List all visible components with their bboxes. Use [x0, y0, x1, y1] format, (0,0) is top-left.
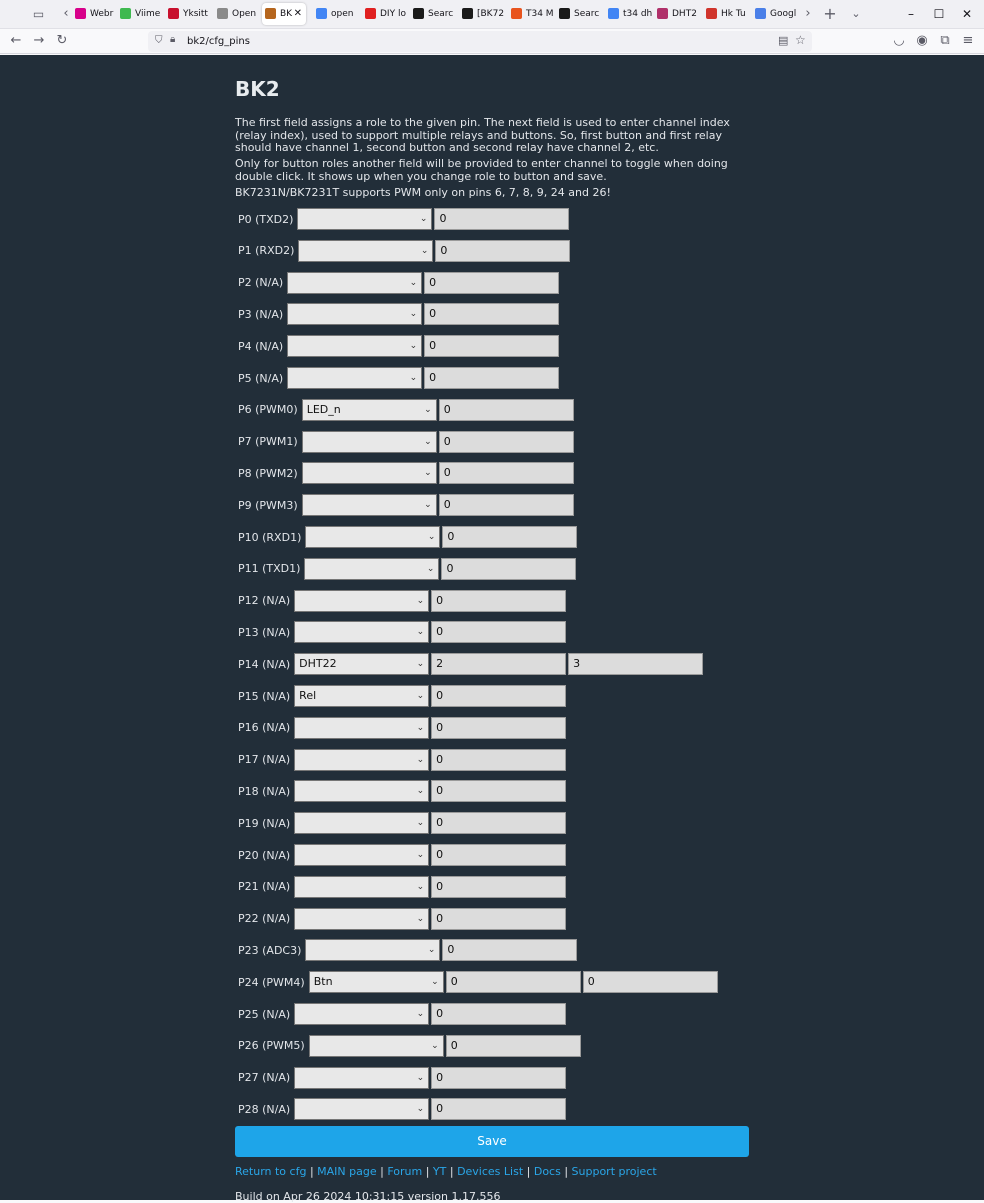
browser-tab[interactable]	[117, 3, 159, 25]
tab-label: Googl	[770, 9, 797, 19]
pin-row	[235, 303, 559, 325]
browser-tab[interactable]	[508, 3, 554, 25]
pin-channel-input[interactable]: 0	[431, 1098, 566, 1120]
pin-row	[235, 621, 566, 643]
minimize-icon[interactable]: –	[908, 7, 914, 21]
chevron-down-icon: ⌄	[416, 691, 425, 701]
chevron-down-icon: ⌄	[416, 722, 425, 733]
pin-row	[235, 590, 566, 612]
browser-tab[interactable]	[313, 3, 355, 25]
tab-label: DIY lo	[380, 9, 406, 19]
pin-channel-input[interactable]: 0	[431, 685, 566, 707]
account-icon[interactable]: ◉	[916, 33, 928, 48]
pin-row	[235, 240, 570, 262]
chevron-down-icon: ⌄	[424, 500, 432, 511]
pin-channel-input[interactable]: 2	[431, 653, 566, 675]
pin-label: P23 (ADC3)	[238, 943, 302, 957]
chevron-down-icon: ⌄	[426, 563, 435, 574]
pin-channel-input[interactable]: 0	[439, 494, 574, 516]
tab-label: t34 dh	[623, 9, 653, 19]
url-text[interactable]: bk2/cfg_pins	[187, 36, 250, 47]
tab-favicon-icon	[755, 8, 766, 19]
tab-overview-icon[interactable]: ▭	[32, 7, 45, 21]
pin-label: P20 (N/A)	[238, 848, 291, 862]
pin-role-select[interactable]	[304, 558, 439, 580]
extensions-icon[interactable]: ⧉	[940, 33, 950, 48]
tab-label: Open	[232, 9, 257, 19]
page-title: BK2	[235, 77, 280, 101]
pin-role-select[interactable]	[302, 462, 437, 484]
pin-channel-input[interactable]: 0	[434, 208, 569, 230]
pin-role-select[interactable]	[294, 621, 429, 643]
pin-row	[235, 1035, 581, 1057]
tab-label: Searc	[428, 9, 454, 19]
pin-label: P19 (N/A)	[238, 816, 291, 830]
new-tab-icon[interactable]: +	[823, 4, 837, 23]
pin-label: P28 (N/A)	[238, 1102, 291, 1116]
pin-channel-input[interactable]: 0	[441, 558, 576, 580]
bookmark-star-icon[interactable]: ☆	[795, 33, 806, 47]
browser-tab[interactable]	[703, 3, 745, 25]
browser-tab[interactable]	[72, 3, 114, 25]
pin-label: P12 (N/A)	[238, 594, 291, 608]
chevron-left-icon[interactable]: ‹	[63, 6, 69, 21]
pin-row	[235, 462, 574, 484]
chevron-down-icon: ⌄	[416, 1072, 425, 1083]
pin-row	[235, 558, 576, 580]
forward-icon[interactable]: →	[33, 33, 45, 48]
pin-row	[235, 1003, 566, 1025]
pin-role-select[interactable]	[305, 939, 440, 961]
pin-label: P14 (N/A)	[238, 657, 291, 671]
chevron-down-icon: ⌄	[416, 850, 425, 860]
pin-role-select[interactable]	[294, 1098, 429, 1120]
reload-icon[interactable]: ↻	[56, 33, 68, 48]
pin-channel-input[interactable]: 0	[424, 272, 559, 294]
pin-channel-input[interactable]: 0	[431, 780, 566, 802]
link-return-to-cfg[interactable]: Return to cfg	[235, 1165, 307, 1178]
pin-row	[235, 526, 577, 548]
tab-favicon-icon	[706, 8, 717, 19]
chevron-down-icon: ⌄	[424, 468, 432, 479]
chevron-right-icon[interactable]: ›	[805, 6, 811, 21]
pin-label: P25 (N/A)	[238, 1007, 291, 1021]
pin-channel-input[interactable]: 0	[431, 717, 566, 739]
pin-role-select[interactable]	[294, 717, 429, 739]
pocket-icon[interactable]: ◡	[893, 33, 905, 48]
pin-row	[235, 717, 566, 739]
pin-channel-input[interactable]: 0	[442, 939, 577, 961]
pin-label: P4 (N/A)	[238, 339, 284, 353]
browser-tab[interactable]	[214, 3, 256, 25]
chevron-down-icon: ⌄	[416, 1009, 425, 1019]
pin-label: P22 (N/A)	[238, 912, 291, 926]
pin-channel-input[interactable]: 0	[439, 431, 574, 453]
pin-role-select[interactable]	[305, 526, 440, 548]
chevron-down-icon: ⌄	[431, 1040, 439, 1051]
menu-icon[interactable]: ≡	[962, 33, 974, 48]
pin-label: P3 (N/A)	[238, 307, 284, 321]
pin-role-select[interactable]	[294, 590, 429, 612]
chevron-down-icon: ⌄	[424, 436, 432, 447]
pin-label: P15 (N/A)	[238, 689, 291, 703]
pin-channel-input[interactable]: 0	[431, 1067, 566, 1089]
pin-channel-input[interactable]: 0	[424, 335, 559, 357]
browser-tab[interactable]	[262, 3, 306, 25]
tab-label: DHT2	[672, 9, 697, 19]
chevron-down-icon: ⌄	[409, 277, 418, 288]
pin-row	[235, 399, 574, 421]
pin-role-select[interactable]	[302, 494, 437, 516]
pin-label: P2 (N/A)	[238, 276, 284, 290]
pin-role-select[interactable]	[309, 1035, 444, 1057]
tab-favicon-icon	[462, 8, 473, 19]
tab-label: open	[331, 9, 354, 19]
tab-label: Yksitt	[183, 9, 208, 19]
pin-label: P5 (N/A)	[238, 371, 284, 385]
chevron-down-icon: ⌄	[416, 1104, 425, 1115]
pin-role-select[interactable]	[309, 971, 444, 993]
tab-favicon-icon	[168, 8, 179, 19]
pin-role-select[interactable]	[294, 876, 429, 898]
reader-view-icon[interactable]: ▤	[778, 34, 789, 47]
pin-channel-input[interactable]: 0	[446, 1035, 581, 1057]
pin-label: P11 (TXD1)	[238, 562, 301, 576]
pin-role-select[interactable]	[297, 208, 432, 230]
browser-tab[interactable]	[459, 3, 505, 25]
pin-channel-input[interactable]: 0	[431, 1003, 566, 1025]
chevron-down-icon: ⌄	[424, 404, 432, 415]
chevron-down-icon: ⌄	[427, 945, 436, 956]
pin-row	[235, 685, 566, 707]
tab-favicon-icon	[511, 8, 522, 19]
pin-label: P21 (N/A)	[238, 880, 291, 894]
tab-label: T34 M	[526, 9, 554, 19]
pin-label: P1 (RXD2)	[238, 244, 295, 258]
pin-row	[235, 653, 703, 675]
pin-channel-input[interactable]: 0	[431, 621, 566, 643]
pin-row	[235, 876, 566, 898]
browser-tab[interactable]	[165, 3, 207, 25]
pin-channel-input[interactable]: 0	[424, 303, 559, 325]
pin-channel2-input[interactable]: 0	[583, 971, 718, 993]
pin-label: P17 (N/A)	[238, 753, 291, 767]
url-bar[interactable]	[148, 31, 812, 52]
intro-paragraph: The first field assigns a role to the given pin. The next field is used to enter channel index (relay index), used to support multiple relays and buttons. So, first button and first relay should have channel 1, second button and second relay have channel 2, etc.	[235, 116, 730, 154]
pin-role-value: Btn	[313, 975, 333, 989]
tab-favicon-icon	[413, 8, 424, 19]
tab-close-icon[interactable]: ✕	[293, 8, 302, 19]
link-forum[interactable]: Forum	[387, 1165, 423, 1178]
pin-row	[235, 812, 566, 834]
browser-tab[interactable]	[605, 3, 653, 25]
tab-favicon-icon	[316, 8, 327, 19]
pin-label: P7 (PWM1)	[238, 435, 298, 449]
close-window-icon[interactable]: ✕	[961, 7, 973, 21]
pin-channel-input[interactable]: 0	[431, 844, 566, 866]
pin-channel-input[interactable]: 0	[435, 240, 570, 262]
pin-role-select[interactable]	[302, 431, 437, 453]
tab-label: [BK72	[477, 9, 505, 19]
pin-row	[235, 208, 569, 230]
pin-label: P10 (RXD1)	[238, 530, 302, 544]
pin-role-select[interactable]	[294, 780, 429, 802]
pin-channel-input[interactable]: 0	[431, 749, 566, 771]
chevron-down-icon: ⌄	[416, 627, 425, 638]
chevron-down-icon: ⌄	[416, 818, 425, 829]
shield-icon[interactable]: ⛉	[155, 35, 163, 46]
pin-row	[235, 749, 566, 771]
double-click-note: Only for button roles another field will be provided to enter channel to toggle when doing double click. It shows up when you change role to button and save.	[235, 157, 728, 183]
pin-label: P0 (TXD2)	[238, 212, 294, 226]
pin-row	[235, 367, 559, 389]
chevron-down-icon: ⌄	[416, 595, 425, 606]
chevron-down-icon: ⌄	[416, 754, 425, 765]
pin-role-select[interactable]	[294, 908, 429, 930]
browser-tab[interactable]	[654, 3, 696, 25]
pin-role-select[interactable]	[302, 399, 437, 421]
save-button[interactable]: Save	[235, 1126, 749, 1157]
pin-label: P18 (N/A)	[238, 784, 291, 798]
pin-row	[235, 431, 574, 453]
lock-icon[interactable]: 🔒︎	[170, 34, 176, 45]
pin-label: P8 (PWM2)	[238, 466, 298, 480]
chevron-down-icon: ⌄	[427, 532, 436, 542]
browser-tab[interactable]	[752, 3, 797, 25]
browser-tab[interactable]	[410, 3, 452, 25]
pin-role-select[interactable]	[287, 272, 422, 294]
pin-label: P9 (PWM3)	[238, 498, 298, 512]
pin-role-select[interactable]	[287, 303, 422, 325]
pin-role-select[interactable]	[298, 240, 433, 262]
tab-favicon-icon	[265, 8, 276, 19]
chevron-down-icon: ⌄	[416, 786, 425, 797]
tab-favicon-icon	[365, 8, 376, 19]
pin-row	[235, 1098, 566, 1120]
pin-row	[235, 908, 566, 930]
maximize-icon[interactable]: ☐	[933, 7, 945, 21]
pin-role-select[interactable]	[294, 812, 429, 834]
chevron-down-icon: ⌄	[409, 373, 418, 383]
chevron-down-icon: ⌄	[416, 881, 425, 892]
browser-tab[interactable]	[362, 3, 404, 25]
pwm-note: BK7231N/BK7231T supports PWM only on pins 6, 7, 8, 9, 24 and 26!	[235, 186, 611, 199]
tab-label: Searc	[574, 9, 600, 19]
pin-role-select[interactable]	[287, 335, 422, 357]
pin-label: P24 (PWM4)	[238, 975, 305, 989]
tab-bar	[0, 0, 984, 29]
pin-row	[235, 971, 718, 993]
pin-role-value: DHT22	[299, 657, 337, 671]
tab-favicon-icon	[75, 8, 86, 19]
pin-row	[235, 494, 574, 516]
pin-label: P13 (N/A)	[238, 625, 291, 639]
pin-channel-input[interactable]: 0	[431, 812, 566, 834]
link-main-page[interactable]: MAIN page	[317, 1165, 377, 1178]
tab-favicon-icon	[657, 8, 668, 19]
pin-row	[235, 939, 577, 961]
tab-label: Viime	[135, 9, 161, 19]
link-devices-list[interactable]: Devices List	[457, 1165, 524, 1178]
link-yt[interactable]: YT	[432, 1165, 447, 1178]
chevron-down-icon: ⌄	[431, 977, 439, 988]
chevron-down-icon: ⌄	[416, 913, 425, 924]
pin-role-select[interactable]	[294, 1067, 429, 1089]
tab-label: Hk Tu	[721, 9, 746, 19]
chevron-down-icon: ⌄	[416, 659, 425, 670]
pin-row	[235, 1067, 566, 1089]
pin-row	[235, 844, 566, 866]
pin-role-select[interactable]	[294, 685, 429, 707]
link-docs[interactable]: Docs	[533, 1165, 561, 1178]
tab-favicon-icon	[559, 8, 570, 19]
pin-row	[235, 335, 559, 357]
pin-channel-input[interactable]: 0	[424, 367, 559, 389]
chevron-down-icon: ⌄	[420, 245, 429, 256]
link-support-project[interactable]: Support project	[571, 1165, 657, 1178]
tab-label: BK	[280, 9, 293, 19]
pin-role-select[interactable]	[287, 367, 422, 389]
browser-tab[interactable]	[556, 3, 598, 25]
chevron-down-icon[interactable]: ⌄	[851, 7, 861, 20]
pin-role-value: Rel	[299, 689, 317, 702]
pin-role-select[interactable]	[294, 844, 429, 866]
tab-favicon-icon	[217, 8, 228, 19]
chevron-down-icon: ⌄	[409, 309, 418, 320]
pin-role-value: LED_n	[306, 402, 341, 416]
pin-label: P16 (N/A)	[238, 721, 291, 735]
pin-row	[235, 780, 566, 802]
tab-favicon-icon	[608, 8, 619, 19]
pin-channel-input[interactable]: 0	[439, 462, 574, 484]
build-info: Build on Apr 26 2024 10:31:15 version 1.17.556	[235, 1190, 501, 1203]
pin-channel2-input[interactable]: 3	[568, 653, 703, 675]
pin-channel-input[interactable]: 0	[446, 971, 581, 993]
pin-channel-input[interactable]: 0	[439, 399, 574, 421]
pin-channel-input[interactable]: 0	[431, 908, 566, 930]
tab-label: Webr	[90, 9, 114, 19]
pin-channel-input[interactable]: 0	[431, 876, 566, 898]
back-icon[interactable]: ←	[10, 33, 22, 48]
pin-role-select[interactable]	[294, 749, 429, 771]
web-page	[0, 55, 984, 1203]
tab-favicon-icon	[120, 8, 131, 19]
pin-label: P27 (N/A)	[238, 1071, 291, 1085]
pin-channel-input[interactable]: 0	[442, 526, 577, 548]
pin-channel-input[interactable]: 0	[431, 590, 566, 612]
pin-role-select[interactable]	[294, 653, 429, 675]
pin-label: P26 (PWM5)	[238, 1039, 305, 1053]
footer-links: Return to cfg | MAIN page | Forum | YT | Devices List | Docs | Support project	[235, 1165, 657, 1178]
pin-row	[235, 272, 559, 294]
nav-bar	[0, 29, 984, 54]
chevron-down-icon: ⌄	[419, 214, 428, 224]
chevron-down-icon: ⌄	[409, 341, 418, 352]
pin-role-select[interactable]	[294, 1003, 429, 1025]
pin-label: P6 (PWM0)	[238, 403, 298, 417]
